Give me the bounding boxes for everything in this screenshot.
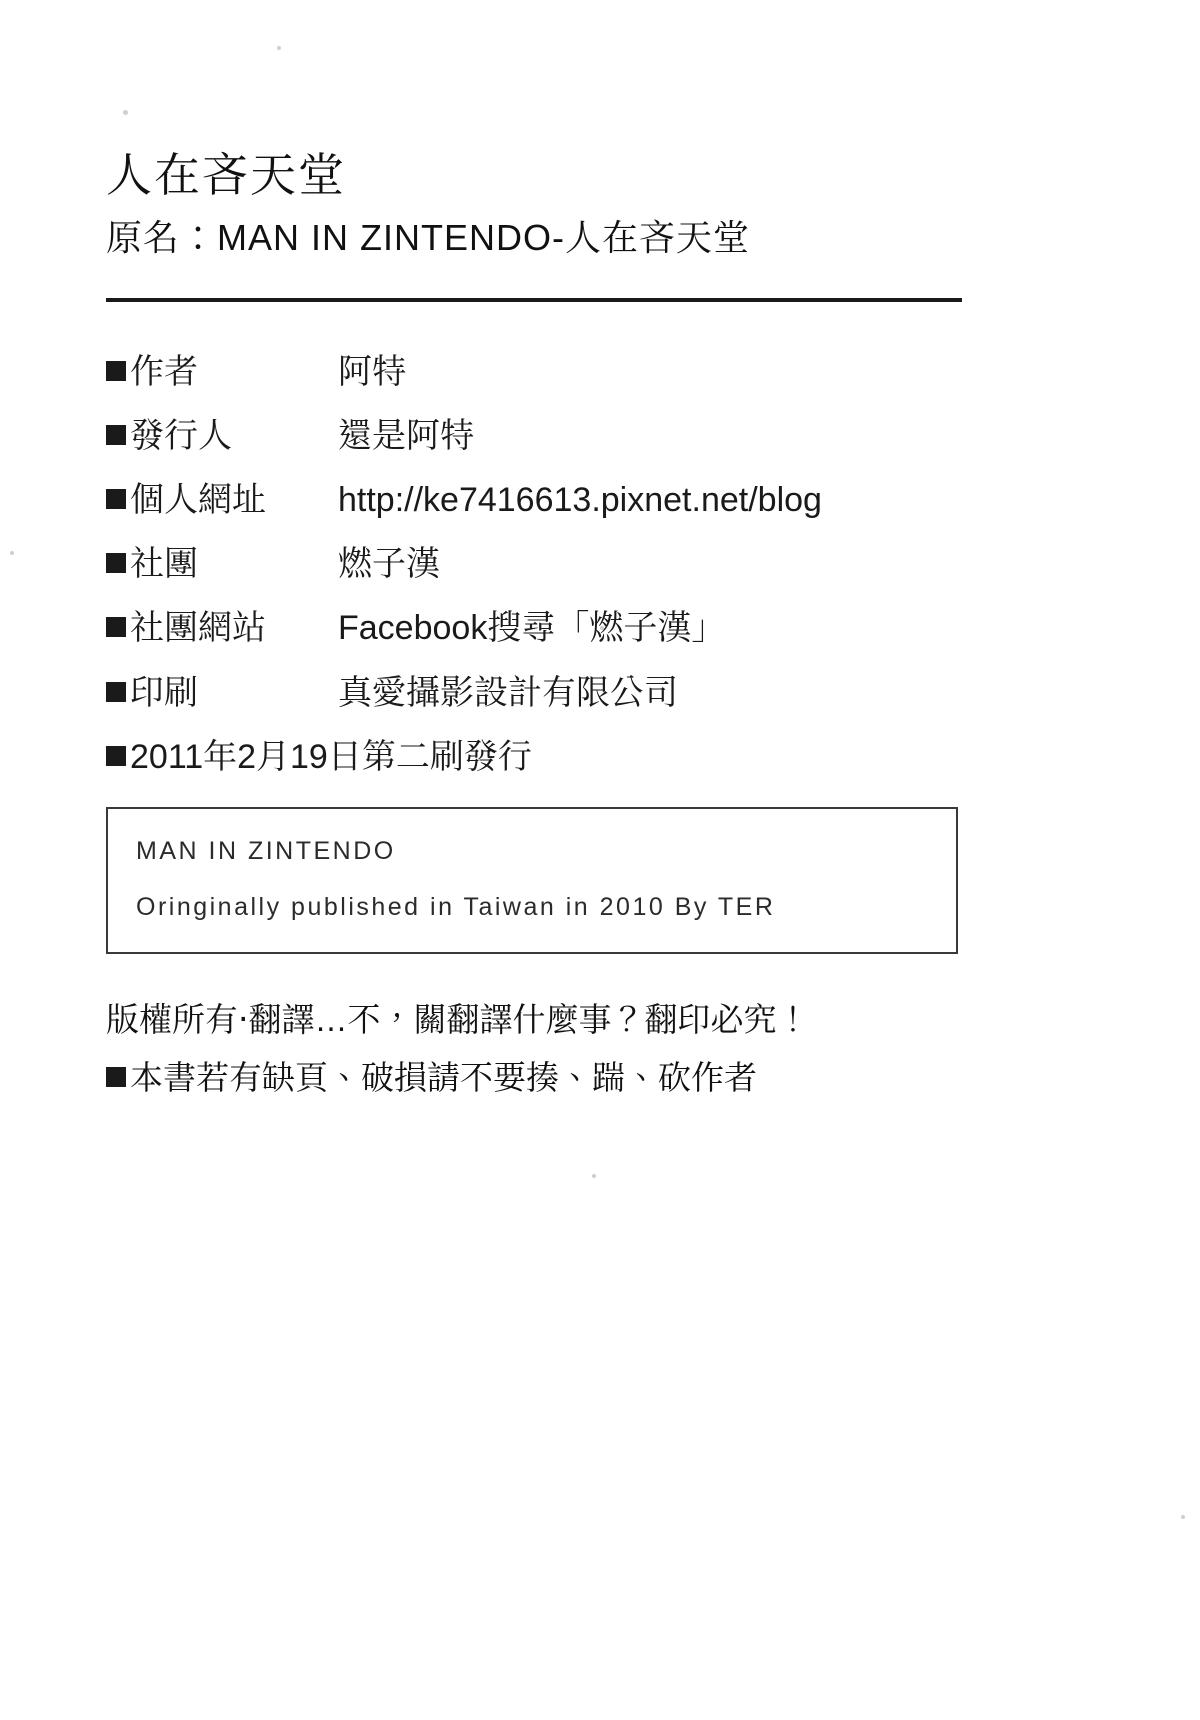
credit-row-circle-site [106, 606, 1066, 650]
credit-value-url[interactable]: http://ke7416613.pixnet.net/blog [338, 480, 822, 519]
credit-row-circle [106, 542, 1066, 586]
credit-value: 阿特 [338, 352, 406, 391]
credit-row-publisher [106, 414, 1066, 458]
square-bullet-icon [106, 361, 126, 381]
credit-row-author [106, 350, 1066, 394]
credit-label: 社團 [106, 542, 338, 586]
paper-speck [10, 551, 14, 555]
credit-label: 發行人 [106, 414, 338, 458]
english-title: MAN IN ZINTENDO [136, 836, 396, 865]
print-run-line [106, 735, 1066, 779]
square-bullet-icon [106, 746, 126, 766]
english-publication-note: Oringinally published in Taiwan in 2010 By TER [136, 892, 776, 921]
square-bullet-icon [106, 617, 126, 637]
english-credit-box [106, 807, 958, 955]
credit-row-printing [106, 671, 1066, 715]
damage-warning [106, 1054, 1066, 1102]
credit-label: 個人網址 [106, 478, 338, 522]
horizontal-divider [106, 298, 962, 302]
page-subtitle: 原名：MAN IN ZINTENDO-人在吝天堂 [106, 216, 750, 258]
print-run-text: 2011年2月19日第二刷發行 [130, 737, 532, 776]
credit-label: 印刷 [106, 671, 338, 715]
credit-label: 社團網站 [106, 606, 338, 650]
credit-value: Facebook搜尋「燃子漢」 [338, 609, 726, 648]
colophon-page [106, 0, 1066, 1102]
square-bullet-icon [106, 489, 126, 509]
paper-speck [1181, 1515, 1185, 1519]
copyright-notice-text: 版權所有‧翻譯…不，關翻譯什麼事？翻印必究！ [106, 1001, 810, 1039]
credit-value: 真愛攝影設計有限公司 [338, 673, 678, 712]
square-bullet-icon [106, 682, 126, 702]
square-bullet-icon [106, 1067, 126, 1087]
paper-speck [592, 1174, 596, 1178]
footer-notices [106, 996, 1066, 1102]
credit-value: 還是阿特 [338, 416, 474, 455]
credit-label: 作者 [106, 350, 338, 394]
damage-warning-text: 本書若有缺頁、破損請不要揍、踹、砍作者 [130, 1059, 757, 1097]
square-bullet-icon [106, 425, 126, 445]
credit-value: 燃子漢 [338, 545, 440, 584]
credits-list [106, 350, 1066, 779]
page-title: 人在吝天堂 [106, 149, 346, 201]
copyright-notice [106, 996, 1066, 1044]
credit-row-personal-site [106, 478, 1066, 522]
square-bullet-icon [106, 553, 126, 573]
